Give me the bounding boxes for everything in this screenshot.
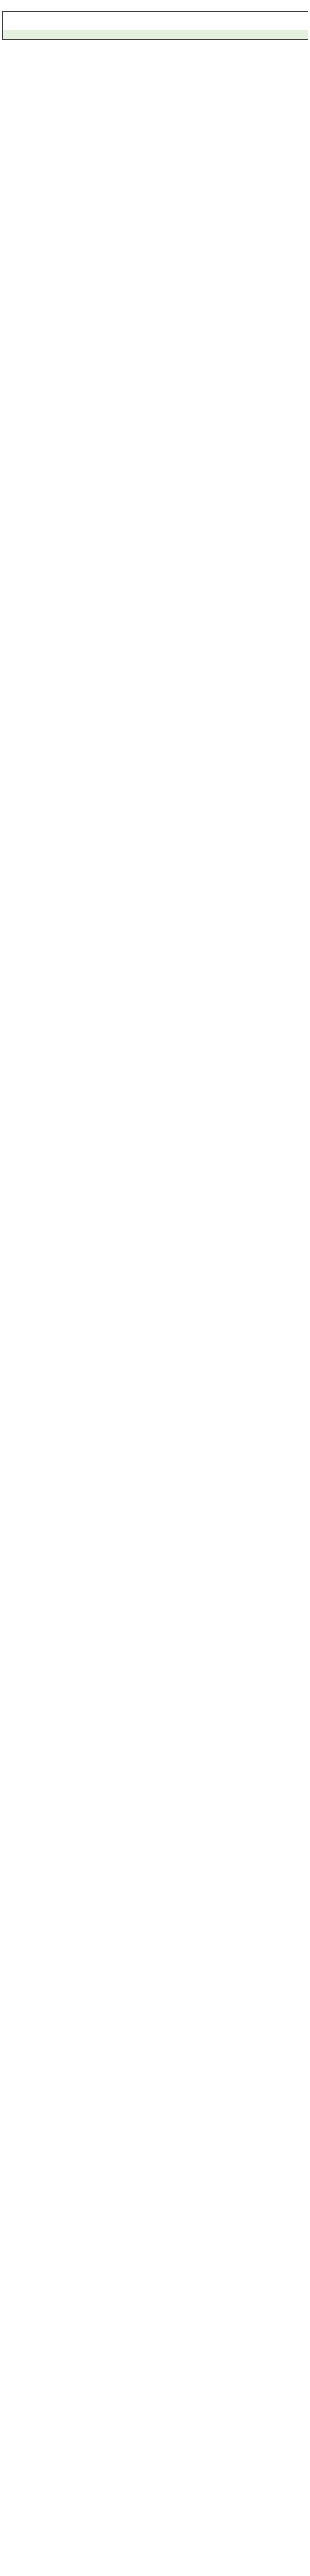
section-row [3, 21, 308, 30]
column-header-location [229, 12, 308, 21]
project-name [22, 30, 229, 40]
table-row [3, 30, 308, 40]
table-header-row [3, 12, 308, 21]
section-label [3, 21, 308, 30]
project-location [229, 30, 308, 40]
column-header-project-name [22, 12, 229, 21]
column-header-index [3, 12, 22, 21]
table-body [3, 21, 308, 40]
row-index [3, 30, 22, 40]
page-title [0, 0, 310, 11]
project-table [2, 11, 308, 40]
